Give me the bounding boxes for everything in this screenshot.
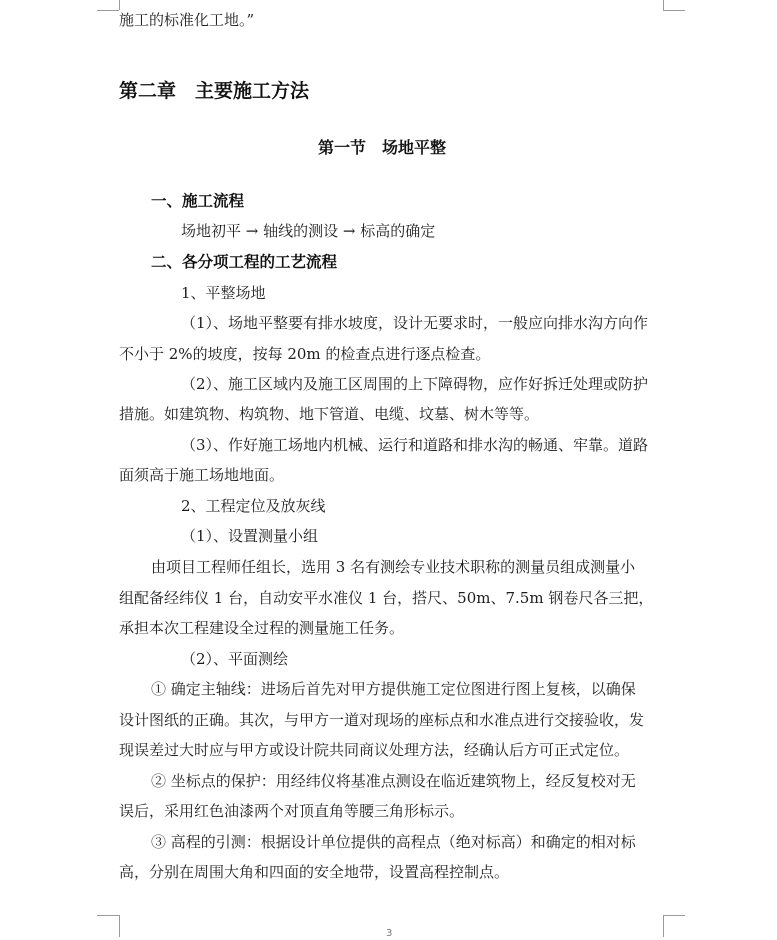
paragraph-line: 高，分别在周围大角和四面的安全地带，设置高程控制点。 bbox=[119, 863, 510, 881]
paragraph-line: （3）、作好施工场地内机械、运行和道路和排水沟的畅通、牢靠。道路 bbox=[181, 436, 649, 454]
item-heading: （2）、平面测绘 bbox=[181, 650, 289, 668]
paragraph-line: 面须高于施工场地地面。 bbox=[119, 466, 285, 484]
page-number: 3 bbox=[386, 928, 393, 939]
paragraph-line: （1）、场地平整要有排水坡度，设计无要求时，一般应向排水沟方向作 bbox=[181, 314, 649, 332]
paragraph-line: （2）、施工区域内及施工区周围的上下障碍物，应作好拆迁处理或防护 bbox=[181, 375, 649, 393]
paragraph-line: 设计图纸的正确。其次，与甲方一道对现场的座标点和水准点进行交接验收，发 bbox=[119, 711, 645, 729]
crop-mark bbox=[119, 0, 120, 10]
paragraph-line: ② 坐标点的保护：用经纬仪将基准点测设在临近建筑物上，经反复校对无 bbox=[151, 772, 636, 790]
paragraph-line: 组配备经纬仪 1 台，自动安平水准仪 1 台，搭尺、50m、7.5m 钢卷尺各三把， bbox=[119, 589, 654, 607]
paragraph-line: 承担本次工程建设全过程的测量施工任务。 bbox=[119, 619, 405, 637]
crop-mark bbox=[97, 915, 119, 916]
crop-mark bbox=[663, 915, 664, 937]
chapter-heading: 第二章 主要施工方法 bbox=[119, 80, 310, 102]
paragraph-line: 由项目工程师任组长，选用 3 名有测绘专业技术职称的测量员组成测量小 bbox=[151, 558, 636, 576]
item-heading: （1）、设置测量小组 bbox=[181, 527, 319, 545]
crop-mark bbox=[97, 10, 119, 11]
item-heading: 1、平整场地 bbox=[181, 284, 266, 302]
paragraph-line: ① 确定主轴线：进场后首先对甲方提供施工定位图进行图上复核，以确保 bbox=[151, 680, 636, 698]
crop-mark bbox=[663, 0, 664, 10]
subheading: 二、各分项工程的工艺流程 bbox=[151, 253, 338, 271]
section-heading: 第一节 场地平整 bbox=[318, 138, 447, 157]
subheading: 一、施工流程 bbox=[151, 192, 245, 210]
crop-mark bbox=[663, 915, 685, 916]
paragraph-line: 误后，采用红色油漆两个对顶直角等腰三角形标示。 bbox=[119, 802, 465, 820]
crop-mark bbox=[119, 915, 120, 937]
process-flow: 场地初平 → 轴线的测设 → 标高的确定 bbox=[181, 222, 436, 240]
item-heading: 2、工程定位及放灰线 bbox=[181, 497, 326, 515]
paragraph-line: 施工的标准化工地。” bbox=[119, 11, 255, 29]
paragraph-line: 现误差过大时应与甲方或设计院共同商议处理方法，经确认后方可正式定位。 bbox=[119, 741, 630, 759]
paragraph-line: 不小于 2%的坡度，按每 20m 的检查点进行逐点检查。 bbox=[119, 345, 491, 363]
paragraph-line: 措施。如建筑物、构筑物、地下管道、电缆、坟墓、树木等等。 bbox=[119, 405, 540, 423]
crop-mark bbox=[663, 10, 685, 11]
paragraph-line: ③ 高程的引测：根据设计单位提供的高程点（绝对标高）和确定的相对标 bbox=[151, 833, 636, 851]
